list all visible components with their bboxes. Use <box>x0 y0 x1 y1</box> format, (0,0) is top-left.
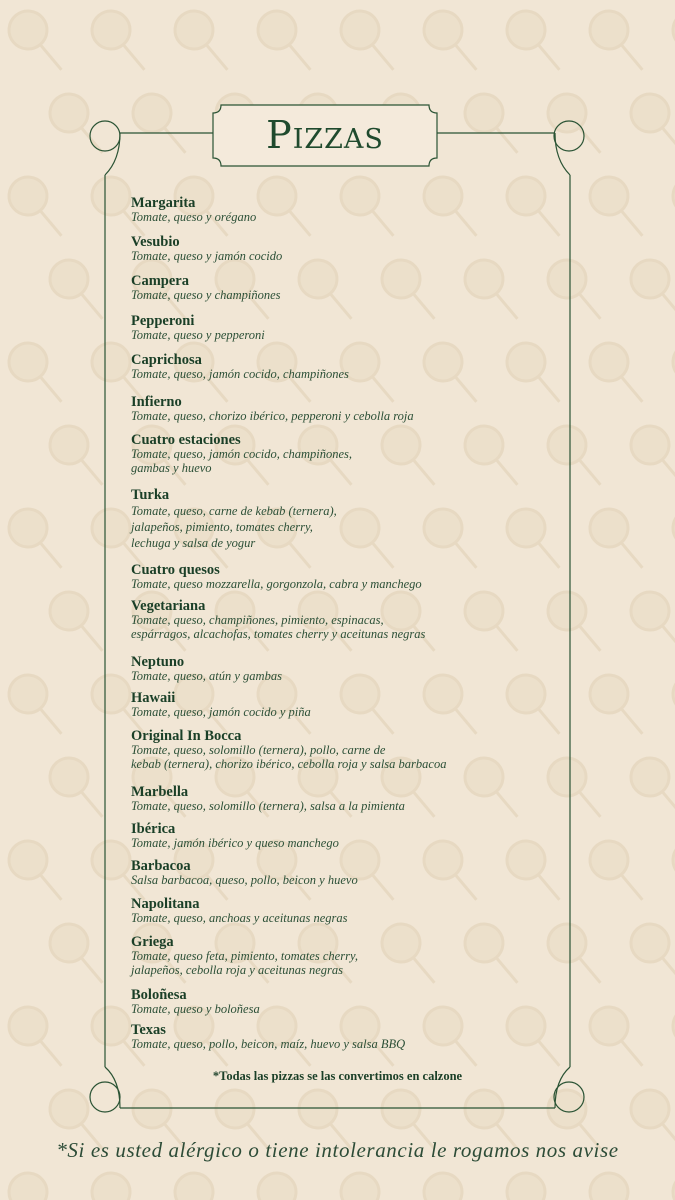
menu-item <box>131 353 551 382</box>
menu-item <box>131 935 551 977</box>
menu-item <box>131 822 551 851</box>
menu-item <box>131 691 551 720</box>
item-description: Tomate, queso y pepperoni <box>131 328 265 342</box>
item-name: Griega <box>131 934 174 950</box>
item-description: Tomate, queso y champiñones <box>131 288 281 302</box>
menu-item <box>131 599 551 641</box>
item-name: Cuatro quesos <box>131 562 220 578</box>
item-description: Tomate, jamón ibérico y queso manchego <box>131 836 339 850</box>
title-box <box>213 104 437 166</box>
item-name: Pepperoni <box>131 313 195 329</box>
item-description: Tomate, queso y boloñesa <box>131 1002 260 1016</box>
item-description: Tomate, queso y jamón cocido <box>131 249 283 263</box>
item-name: Campera <box>131 273 189 289</box>
item-description: Tomate, queso, solomillo (ternera), salsa a la pimienta <box>131 799 405 813</box>
item-description: Tomate, queso, atún y gambas <box>131 669 282 683</box>
item-description: Salsa barbacoa, queso, pollo, beicon y huevo <box>131 873 358 887</box>
item-name: Texas <box>131 1022 166 1038</box>
item-name: Neptuno <box>131 654 185 670</box>
menu-item <box>131 395 551 424</box>
item-description: Tomate, queso, jamón cocido, champiñones <box>131 367 349 381</box>
menu-item <box>131 563 551 592</box>
page-title: Pizzas <box>266 113 384 157</box>
item-name: Ibérica <box>131 821 176 837</box>
item-name: Cuatro estaciones <box>131 432 241 448</box>
item-name: Boloñesa <box>131 987 187 1003</box>
menu-item <box>131 274 551 303</box>
allergy-note: *Si es usted alérgico o tiene intolerancia le rogamos nos avise <box>56 1138 619 1162</box>
item-name: Infierno <box>131 394 182 410</box>
item-name: Marbella <box>131 784 189 800</box>
item-name: Barbacoa <box>131 858 191 874</box>
item-description: Tomate, queso, jamón cocido, champiñones, gambas y huevo <box>131 447 353 475</box>
item-name: Margarita <box>131 195 196 211</box>
calzone-note: *Todas las pizzas se las convertimos en calzone <box>212 1069 463 1083</box>
menu-item <box>131 433 551 475</box>
item-name: Caprichosa <box>131 352 202 368</box>
menu-item <box>131 729 551 771</box>
item-name: Napolitana <box>131 896 200 912</box>
item-description: Tomate, queso, carne de kebab (ternera), jalapeños, pimiento, tomates cherry, lechuga y salsa de yogur <box>131 504 337 550</box>
menu-item <box>131 655 551 684</box>
item-description: Tomate, queso, chorizo ibérico, pepperoni y cebolla roja <box>131 409 414 423</box>
item-name: Vegetariana <box>131 598 206 614</box>
item-description: Tomate, queso y orégano <box>131 210 257 224</box>
menu-item <box>131 488 551 551</box>
item-name: Hawaii <box>131 690 176 706</box>
item-name: Turka <box>131 487 170 503</box>
item-name: Vesubio <box>131 234 180 250</box>
menu-item <box>131 859 551 888</box>
item-description: Tomate, queso, pollo, beicon, maíz, huevo y salsa BBQ <box>131 1037 406 1051</box>
item-description: Tomate, queso, jamón cocido y piña <box>131 705 311 719</box>
item-description: Tomate, queso feta, pimiento, tomates cherry, jalapeños, cebolla roja y aceitunas negras <box>131 949 358 977</box>
menu-item <box>131 785 551 814</box>
menu-item <box>131 1023 551 1052</box>
menu-item <box>131 897 551 926</box>
menu-item <box>131 196 551 225</box>
item-name: Original In Bocca <box>131 728 242 744</box>
item-description: Tomate, queso, anchoas y aceitunas negras <box>131 911 348 925</box>
menu-item <box>131 988 551 1017</box>
item-description: Tomate, queso mozzarella, gorgonzola, cabra y manchego <box>131 577 422 591</box>
item-description: Tomate, queso, solomillo (ternera), pollo, carne de kebab (ternera), chorizo ibérico, cebolla roja y salsa barbacoa <box>131 743 447 771</box>
menu-item <box>131 314 551 343</box>
menu-item <box>131 235 551 264</box>
item-description: Tomate, queso, champiñones, pimiento, espinacas, espárragos, alcachofas, tomates cherry y aceitunas negras <box>131 613 426 641</box>
